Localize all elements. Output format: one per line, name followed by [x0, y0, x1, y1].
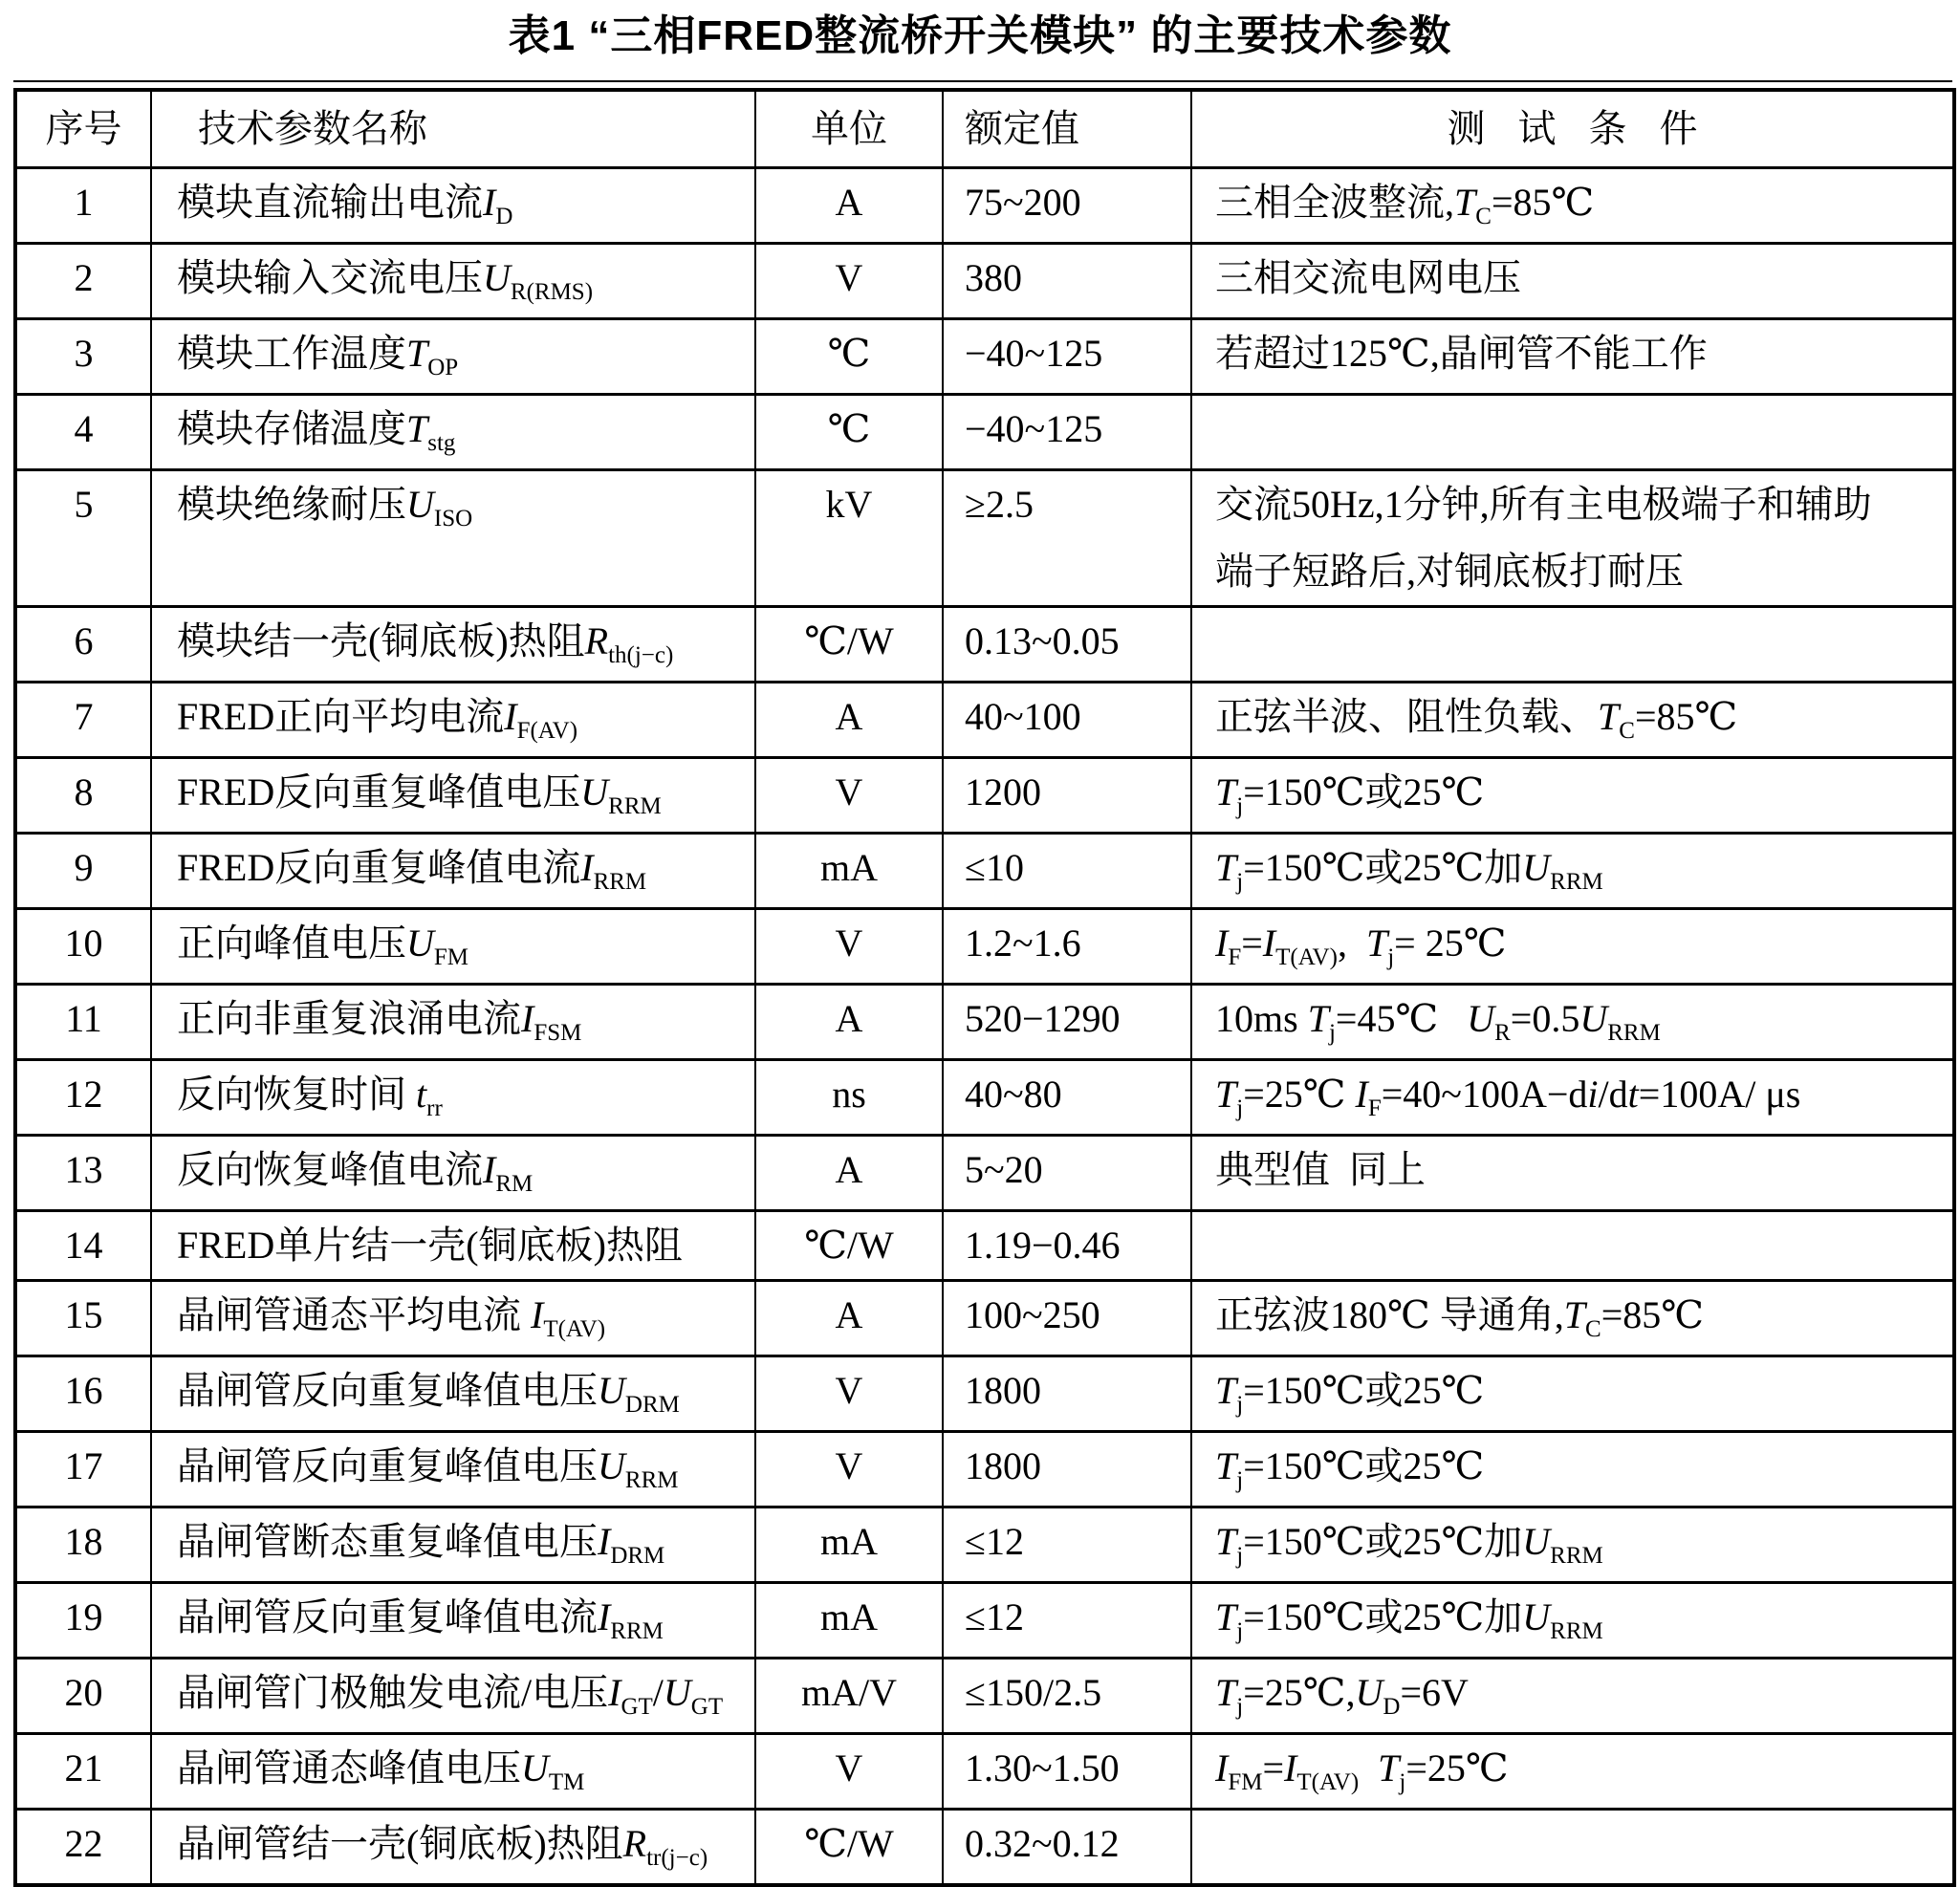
cell-rated-value: 1.2~1.6: [943, 909, 1191, 985]
header-parameter-name: 技术参数名称: [151, 90, 755, 168]
cell-rated-value: 5~20: [943, 1136, 1191, 1211]
cell-rated-value: 1200: [943, 758, 1191, 834]
table-row: [15, 1211, 1954, 1281]
cell-parameter-name: 晶闸管结一壳(铜底板)热阻$R_{tr(j-c)}$: [151, 1810, 755, 1886]
cell-serial-number: 12: [15, 1060, 151, 1136]
cell-serial-number: 10: [15, 909, 151, 985]
table-header: [15, 90, 1954, 168]
table-row: [15, 1507, 1954, 1583]
cell-unit: mA/V: [755, 1659, 943, 1734]
cell-unit: mA: [755, 1583, 943, 1659]
cell-rated-value: 40~80: [943, 1060, 1191, 1136]
cell-unit: V: [755, 244, 943, 319]
cell-unit: ns: [755, 1060, 943, 1136]
cell-unit: V: [755, 1432, 943, 1507]
page-title: 表1 “三相FRED整流桥开关模块” 的主要技术参数: [508, 12, 1452, 59]
cell-unit: A: [755, 1136, 943, 1211]
cell-parameter-name: 模块结一壳(铜底板)热阻$R_{th(j-c)}$: [151, 607, 755, 683]
cell-unit: V: [755, 1734, 943, 1810]
cell-serial-number: 22: [15, 1810, 151, 1886]
table-row: [15, 1583, 1954, 1659]
header-row: [15, 90, 1954, 168]
cell-rated-value: 1.30~1.50: [943, 1734, 1191, 1810]
cell-test-condition: $T_j=150℃$或25℃: [1191, 1356, 1954, 1432]
cell-serial-number: 2: [15, 244, 151, 319]
cell-rated-value: ≤12: [943, 1507, 1191, 1583]
cell-test-condition: 典型值 同上: [1191, 1136, 1954, 1211]
cell-serial-number: 4: [15, 395, 151, 470]
cell-rated-value: ≤10: [943, 834, 1191, 909]
cell-serial-number: 9: [15, 834, 151, 909]
cell-rated-value: 1800: [943, 1356, 1191, 1432]
cell-test-condition: 三相全波整流$,T_C=85℃$: [1191, 168, 1954, 244]
cell-parameter-name: 模块输入交流电压$U_{R(RMS)}$: [151, 244, 755, 319]
cell-serial-number: 7: [15, 683, 151, 758]
table-row: [15, 470, 1954, 607]
cell-test-condition: 10ms $T_j=45℃$ $U_R=0.5U_{RRM}$: [1191, 985, 1954, 1060]
cell-rated-value: ≤12: [943, 1583, 1191, 1659]
cell-parameter-name: 晶闸管通态峰值电压$U_{TM}$: [151, 1734, 755, 1810]
table-row: [15, 1659, 1954, 1734]
cell-serial-number: 17: [15, 1432, 151, 1507]
header-test-condition: 测 试 条 件: [1191, 90, 1954, 168]
cell-rated-value: 40~100: [943, 683, 1191, 758]
cell-test-condition: [1191, 1211, 1954, 1281]
cell-unit: mA: [755, 834, 943, 909]
table-row: [15, 1136, 1954, 1211]
cell-parameter-name: 晶闸管反向重复峰值电压$U_{RRM}$: [151, 1432, 755, 1507]
table-row: [15, 1356, 1954, 1432]
cell-test-condition: 正弦波180℃ 导通角$,T_C=85℃$: [1191, 1281, 1954, 1356]
cell-rated-value: 1800: [943, 1432, 1191, 1507]
cell-rated-value: 0.32~0.12: [943, 1810, 1191, 1886]
table-row: [15, 1060, 1954, 1136]
cell-unit: ℃/W: [755, 1810, 943, 1886]
cell-unit: ℃: [755, 395, 943, 470]
cell-test-condition: $I_{FM}=I_{T(AV)}$ $T_j=25℃$: [1191, 1734, 1954, 1810]
cell-rated-value: −40~125: [943, 319, 1191, 395]
header-unit: 单位: [755, 90, 943, 168]
cell-parameter-name: FRED单片结一壳(铜底板)热阻: [151, 1211, 755, 1281]
cell-unit: V: [755, 909, 943, 985]
cell-test-condition: $T_j=25℃,U_D=6V$: [1191, 1659, 1954, 1734]
cell-unit: V: [755, 758, 943, 834]
cell-rated-value: 100~250: [943, 1281, 1191, 1356]
cell-test-condition: $T_j=150℃$或25℃: [1191, 1432, 1954, 1507]
cell-parameter-name: 模块工作温度$T_{OP}$: [151, 319, 755, 395]
cell-parameter-name: 模块绝缘耐压$U_{ISO}$: [151, 470, 755, 607]
cell-parameter-name: 模块直流输出电流$I_D$: [151, 168, 755, 244]
table-row: [15, 244, 1954, 319]
cell-unit: kV: [755, 470, 943, 607]
cell-unit: A: [755, 1281, 943, 1356]
cell-test-condition: 若超过125℃,晶闸管不能工作: [1191, 319, 1954, 395]
table-top-rule: [13, 80, 1952, 82]
table-row: [15, 1281, 1954, 1356]
cell-unit: A: [755, 168, 943, 244]
cell-serial-number: 11: [15, 985, 151, 1060]
cell-parameter-name: FRED正向平均电流$I_{F(AV)}$: [151, 683, 755, 758]
parameters-table: [13, 88, 1956, 1887]
cell-test-condition: 三相交流电网电压: [1191, 244, 1954, 319]
cell-unit: ℃/W: [755, 1211, 943, 1281]
cell-parameter-name: 正向峰值电压$U_{FM}$: [151, 909, 755, 985]
table-row: [15, 758, 1954, 834]
cell-parameter-name: 晶闸管断态重复峰值电压$I_{DRM}$: [151, 1507, 755, 1583]
cell-parameter-name: 晶闸管通态平均电流 $I_{T(AV)}$: [151, 1281, 755, 1356]
cell-rated-value: 380: [943, 244, 1191, 319]
table-row: [15, 607, 1954, 683]
cell-serial-number: 15: [15, 1281, 151, 1356]
cell-parameter-name: 反向恢复时间 $t_{rr}$: [151, 1060, 755, 1136]
cell-serial-number: 6: [15, 607, 151, 683]
table-row: [15, 319, 1954, 395]
cell-unit: A: [755, 683, 943, 758]
cell-test-condition: $T_j=150℃$或25℃加$U_{RRM}$: [1191, 1507, 1954, 1583]
cell-rated-value: 75~200: [943, 168, 1191, 244]
cell-serial-number: 18: [15, 1507, 151, 1583]
table-row: [15, 1432, 1954, 1507]
table-row: [15, 1734, 1954, 1810]
table-row: [15, 395, 1954, 470]
cell-rated-value: −40~125: [943, 395, 1191, 470]
table-body: [15, 168, 1954, 1886]
cell-rated-value: 520−1290: [943, 985, 1191, 1060]
cell-test-condition: $T_j=150℃$或25℃: [1191, 758, 1954, 834]
cell-parameter-name: 模块存储温度$T_{stg}$: [151, 395, 755, 470]
cell-test-condition: [1191, 395, 1954, 470]
header-rated-value: 额定值: [943, 90, 1191, 168]
cell-rated-value: ≤150/2.5: [943, 1659, 1191, 1734]
cell-parameter-name: 正向非重复浪涌电流$I_{FSM}$: [151, 985, 755, 1060]
cell-serial-number: 19: [15, 1583, 151, 1659]
cell-unit: A: [755, 985, 943, 1060]
cell-test-condition: $T_j=25℃$ $I_F=40\sim 100A-di/dt=100A/$ μs: [1191, 1060, 1954, 1136]
cell-unit: mA: [755, 1507, 943, 1583]
table-row: [15, 168, 1954, 244]
cell-unit: ℃/W: [755, 607, 943, 683]
cell-test-condition: 交流50Hz,1分钟,所有主电极端子和辅助 端子短路后,对铜底板打耐压: [1191, 470, 1954, 607]
cell-parameter-name: 晶闸管门极触发电流/电压$I_{GT}/U_{GT}$: [151, 1659, 755, 1734]
cell-serial-number: 16: [15, 1356, 151, 1432]
cell-rated-value: 0.13~0.05: [943, 607, 1191, 683]
cell-test-condition: 正弦半波、阻性负载、$T_C=85℃$: [1191, 683, 1954, 758]
cell-test-condition: [1191, 1810, 1954, 1886]
cell-serial-number: 8: [15, 758, 151, 834]
table-row: [15, 985, 1954, 1060]
header-serial-number: 序号: [15, 90, 151, 168]
cell-test-condition: [1191, 607, 1954, 683]
table-row: [15, 909, 1954, 985]
cell-parameter-name: 晶闸管反向重复峰值电流$I_{RRM}$: [151, 1583, 755, 1659]
cell-serial-number: 21: [15, 1734, 151, 1810]
cell-unit: ℃: [755, 319, 943, 395]
cell-rated-value: 1.19−0.46: [943, 1211, 1191, 1281]
cell-serial-number: 20: [15, 1659, 151, 1734]
cell-parameter-name: FRED反向重复峰值电流$I_{RRM}$: [151, 834, 755, 909]
cell-unit: V: [755, 1356, 943, 1432]
cell-parameter-name: 晶闸管反向重复峰值电压$U_{DRM}$: [151, 1356, 755, 1432]
cell-serial-number: 14: [15, 1211, 151, 1281]
cell-test-condition: $T_j=150℃$或25℃加$U_{RRM}$: [1191, 834, 1954, 909]
cell-test-condition: $T_j=150℃$或25℃加$U_{RRM}$: [1191, 1583, 1954, 1659]
cell-serial-number: 13: [15, 1136, 151, 1211]
cell-parameter-name: FRED反向重复峰值电压$U_{RRM}$: [151, 758, 755, 834]
table-row: [15, 834, 1954, 909]
cell-rated-value: ≥2.5: [943, 470, 1191, 607]
table-row: [15, 683, 1954, 758]
cell-parameter-name: 反向恢复峰值电流$I_{RM}$: [151, 1136, 755, 1211]
cell-serial-number: 5: [15, 470, 151, 607]
cell-test-condition: $I_F=I_{T(AV)}$, $T_j=$ 25℃: [1191, 909, 1954, 985]
cell-serial-number: 1: [15, 168, 151, 244]
cell-serial-number: 3: [15, 319, 151, 395]
table-row: [15, 1810, 1954, 1886]
